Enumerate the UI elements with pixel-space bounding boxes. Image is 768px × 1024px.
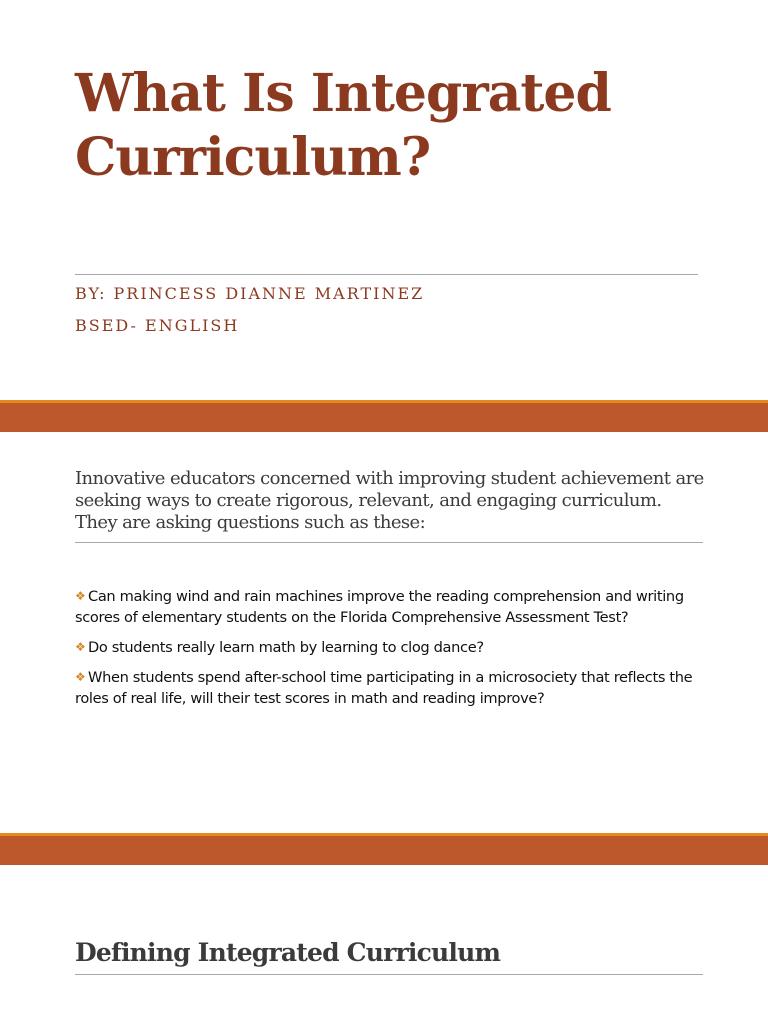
question-list (75, 586, 705, 718)
section-heading: Defining Integrated Curriculum (75, 938, 501, 967)
author-byline: BY: PRINCESS DIANNE MARTINEZ (75, 284, 425, 303)
intro-divider (75, 542, 703, 543)
diamond-bullet-icon: ❖ (75, 670, 86, 684)
course-label: BSED- ENGLISH (75, 316, 240, 335)
list-item (75, 667, 705, 709)
list-item-text: When students spend after-school time participating in a microsociety that reflects the roles of real life, will their test scores in math and reading improve? (75, 669, 693, 707)
list-item-text: Can making wind and rain machines improve the reading comprehension and writing scores of elementary students on the Florida Comprehensive Assessment Test? (75, 588, 684, 626)
list-item-text: Do students really learn math by learning to clog dance? (88, 639, 484, 656)
list-item (75, 637, 705, 658)
title-line-2: Curriculum? (75, 127, 431, 188)
title-line-1: What Is Integrated (75, 63, 611, 124)
title-divider (75, 274, 698, 275)
diamond-bullet-icon: ❖ (75, 589, 86, 603)
slide-title (75, 62, 715, 190)
slide-separator-band (0, 400, 768, 432)
diamond-bullet-icon: ❖ (75, 640, 86, 654)
slide-separator-band (0, 833, 768, 865)
list-item (75, 586, 705, 628)
heading-divider (75, 974, 703, 975)
intro-paragraph: Innovative educators concerned with improving student achievement are seeking ways to create rigorous, relevant, and engaging curriculum. They are asking questions such as these: (75, 468, 704, 533)
